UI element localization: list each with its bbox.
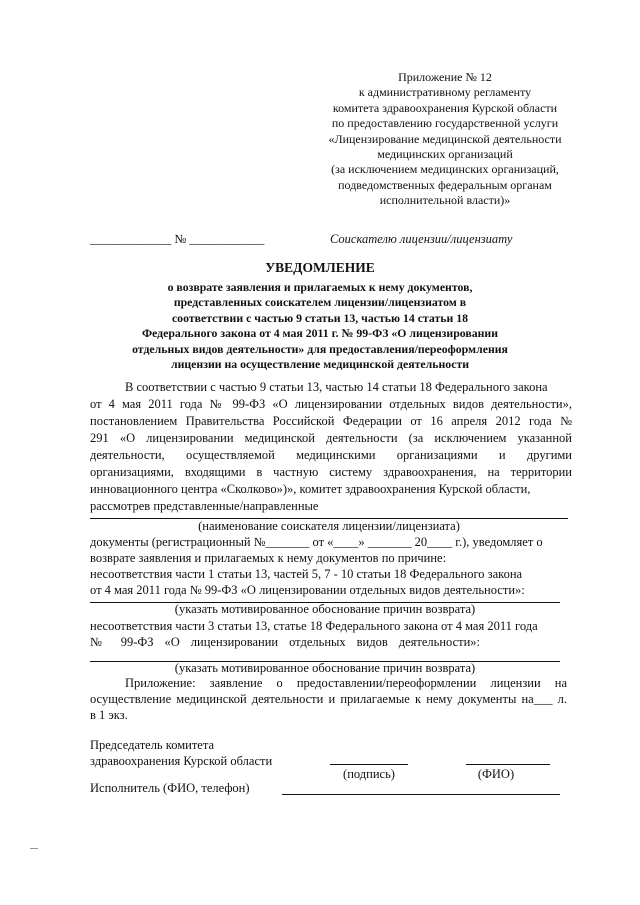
subtitle-line: представленных соискателем лицензии/лицензиатом в [173,295,467,310]
subtitle-line: соответствии с частью 9 статьи 13, частью 14 статьи 18 [171,310,469,325]
executor-fill-line [282,794,560,795]
annex-line: по предоставлению государственной услуги [331,116,559,131]
document-subtitle [100,280,540,372]
subtitle-line: лицензии на осуществление медицинской деятельности [170,357,470,372]
signature-fill-line [330,764,408,765]
body-line: инновационного центра «Сколково»)», комитет здравоохранения Курской области, [90,482,531,496]
applicant-caption: (наименование соискателя лицензии/лицензиата) [198,519,460,533]
body-line: В соответствии с частью 9 статьи 13, частью 14 статьи 18 Федерального закона [125,380,548,394]
body-line: 291 «О лицензировании медицинской деятельности (за исключением указанной [90,431,572,445]
annex-line: медицинских организаций [377,147,513,162]
attachment-line: осуществление медицинской деятельности и прилагаемые к нему документы на___ л. [90,692,567,706]
reason1-caption: (указать мотивированное обоснование причин возврата) [174,602,476,616]
signatory-position: здравоохранения Курской области [90,754,273,768]
annex-line: комитета здравоохранения Курской области [332,100,558,115]
body-line: деятельности, осуществляемой медицинскими организациями и другими [90,448,572,462]
reason2-line: несоответствия части 3 статьи 13, статье 18 Федерального закона от 4 мая 2011 года [90,619,538,633]
annex-line: «Лицензирование медицинской деятельности [328,131,562,146]
annex-header [300,70,590,209]
signatory-position: Председатель комитета [90,738,214,752]
return-line: возврате заявления и прилагаемых к нему документов по причине: [90,551,447,565]
reason1-line: от 4 мая 2011 года № 99-ФЗ «О лицензировании отдельных видов деятельности»: [90,583,525,597]
executor-label: Исполнитель (ФИО, телефон) [90,781,250,795]
page-mark [30,848,38,849]
annex-line: к административному регламенту [358,85,532,100]
body-line: организациями, входящими в частную систему здравоохранения, на территории [90,465,572,479]
name-caption: (ФИО) [477,767,515,781]
annex-line: исполнительной власти)» [379,193,511,208]
body-line: постановлением Правительства Российской Федерации от 16 апреля 2012 года № [90,414,572,428]
reason2-line: № 99-ФЗ «О лицензировании отдельных видов деятельности»: [90,635,480,649]
subtitle-line: Федерального закона от 4 мая 2011 г. № 99-ФЗ «О лицензировании [141,326,499,341]
annex-line: подведомственных федеральным органам [338,177,552,192]
name-fill-line [466,764,550,765]
body-line: рассмотрев представленные/направленные [90,499,319,513]
annex-line: Приложение № 12 [398,70,492,84]
signature-caption: (подпись) [343,767,395,781]
attachment-line: в 1 экз. [90,708,128,722]
subtitle-line: о возврате заявления и прилагаемых к нему документов, [167,280,473,294]
addressee: Соискателю лицензии/лицензиату [330,232,513,246]
body-line: от 4 мая 2011 года № 99-ФЗ «О лицензировании отдельных видов деятельности», [90,397,572,411]
reason2-caption: (указать мотивированное обоснование причин возврата) [174,661,476,675]
documents-line: документы (регистрационный №_______ от «____» _______ 20____ г.), уведомляет о [90,535,543,549]
attachment-line: Приложение: заявление о предоставлении/переоформлении лицензии на [125,676,567,690]
reason1-line: несоответствия части 1 статьи 13, частей 5, 7 - 10 статьи 18 Федерального закона [90,567,523,581]
annex-line: (за исключением медицинских организаций, [331,162,559,177]
subtitle-line: отдельных видов деятельности» для предоставления/переоформления [132,341,508,356]
registration-number: _____________ № ____________ [90,232,265,246]
document-title: УВЕДОМЛЕНИЕ [265,260,375,275]
